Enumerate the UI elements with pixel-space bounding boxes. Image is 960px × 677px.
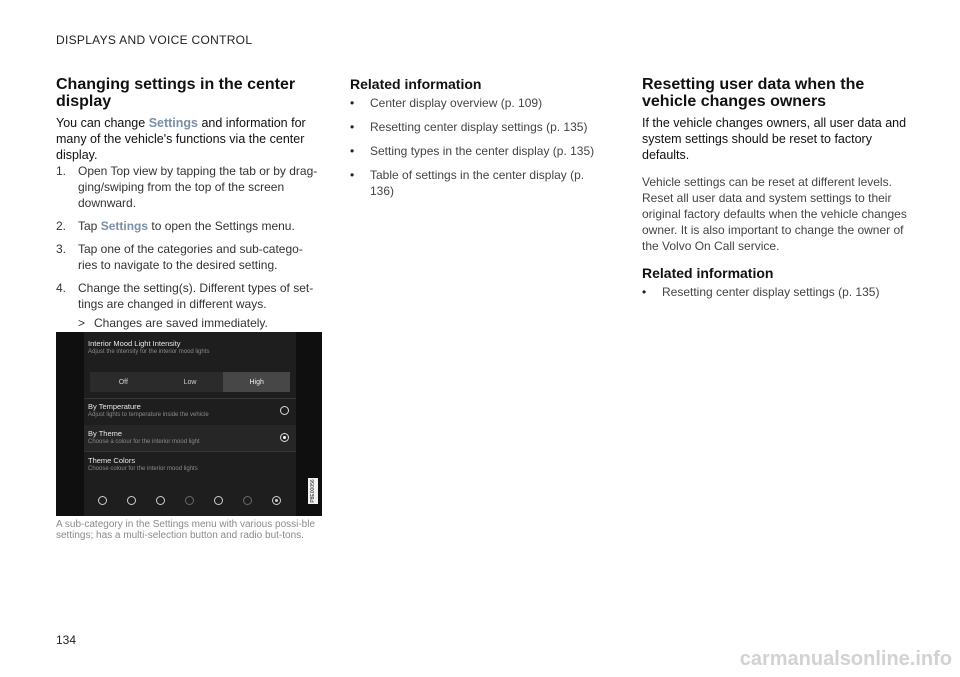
- divider: [84, 451, 296, 452]
- theme-colors-title: Theme Colors: [88, 456, 136, 465]
- page-number: 134: [56, 633, 77, 647]
- step-3: 3. Tap one of the categories and sub-catego-ries to navigate to the desired setting.: [56, 242, 303, 272]
- running-header: DISPLAYS AND VOICE CONTROL: [56, 33, 253, 47]
- section-lead: You can change Settings and information for many of the vehicle's functions via the center display.: [56, 116, 306, 162]
- intensity-title: Interior Mood Light Intensity: [88, 339, 181, 348]
- related-link-2[interactable]: • Resetting center display settings (p. 135): [350, 120, 588, 134]
- color-swatch-7[interactable]: [272, 496, 281, 505]
- related-info-list: [350, 95, 610, 199]
- step-4: 4. Change the setting(s). Different types of set-tings are changed in different ways. > Changes are saved immediately.: [56, 280, 322, 331]
- by-theme-radio[interactable]: [280, 433, 289, 442]
- related-link-3[interactable]: • Setting types in the center display (p. 135): [350, 144, 595, 158]
- by-theme-subtitle: Choose a colour for the interior mood light: [88, 439, 200, 445]
- reset-related-link-1[interactable]: • Resetting center display settings (p. 135): [642, 285, 880, 299]
- step-2: 2. Tap Settings to open the Settings menu.: [56, 219, 295, 233]
- reset-related-list: [642, 284, 908, 300]
- steps-list: [56, 163, 322, 331]
- settings-screenshot: [56, 332, 322, 516]
- related-link-1[interactable]: • Center display overview (p. 109): [350, 96, 543, 110]
- related-info-heading: Related information: [350, 76, 482, 92]
- by-theme-title: By Theme: [88, 429, 123, 438]
- color-swatch-1[interactable]: [98, 496, 107, 505]
- step-result: > Changes are saved immediately.: [78, 316, 268, 330]
- reset-related-heading: Related information: [642, 265, 774, 281]
- divider: [84, 398, 296, 399]
- reset-lead: If the vehicle changes owners, all user data and system settings should be reset to factory defaults.: [642, 116, 907, 162]
- column-related-information: [350, 76, 610, 207]
- color-swatch-3[interactable]: [156, 496, 165, 505]
- step-1: 1. Open Top view by tapping the tab or by drag-ging/swiping from the top of the screen downward.: [56, 164, 318, 210]
- reset-section-title: Resetting user data when the vehicle changes owners: [642, 76, 865, 110]
- intensity-subtitle: Adjust the intensity for the interior mood lights: [88, 349, 210, 355]
- reset-body: Vehicle settings can be reset at different levels. Reset all user data and system settings to their original factory defaults when the vehicle changes owner. It is also important to change the owner of the Volvo On Call service.: [642, 175, 907, 253]
- color-swatch-2[interactable]: [127, 496, 136, 505]
- watermark-logo: carmanualsonline.info: [739, 648, 952, 670]
- image-code-label: P8E00056: [310, 479, 316, 503]
- settings-highlight: Settings: [100, 219, 149, 233]
- settings-highlight: Settings: [148, 116, 198, 130]
- color-swatch-6[interactable]: [243, 496, 252, 505]
- color-swatch-5[interactable]: [214, 496, 223, 505]
- option-low[interactable]: Low: [183, 378, 197, 386]
- color-swatch-4[interactable]: [185, 496, 194, 505]
- intensity-segmented-control[interactable]: [90, 372, 290, 392]
- by-temperature-title: By Temperature: [88, 402, 141, 411]
- column-resetting-user-data: [642, 76, 908, 308]
- option-off[interactable]: Off: [118, 378, 128, 386]
- section-title: Changing settings in the center display: [56, 76, 296, 110]
- theme-colors-subtitle: Choose colour for the interior mood lights: [88, 466, 198, 472]
- option-high[interactable]: High: [223, 372, 290, 392]
- settings-panel: [84, 332, 296, 516]
- by-temperature-subtitle: Adjust lights to temperature inside the vehicle: [88, 412, 209, 418]
- figure-caption: A sub-category in the Settings menu with various possi-ble settings; has a multi-selection button and radio but-tons.: [56, 519, 316, 541]
- column-changing-settings: [56, 76, 322, 338]
- by-temperature-radio[interactable]: [280, 406, 289, 415]
- related-link-4[interactable]: • Table of settings in the center display (p. 136): [350, 168, 585, 198]
